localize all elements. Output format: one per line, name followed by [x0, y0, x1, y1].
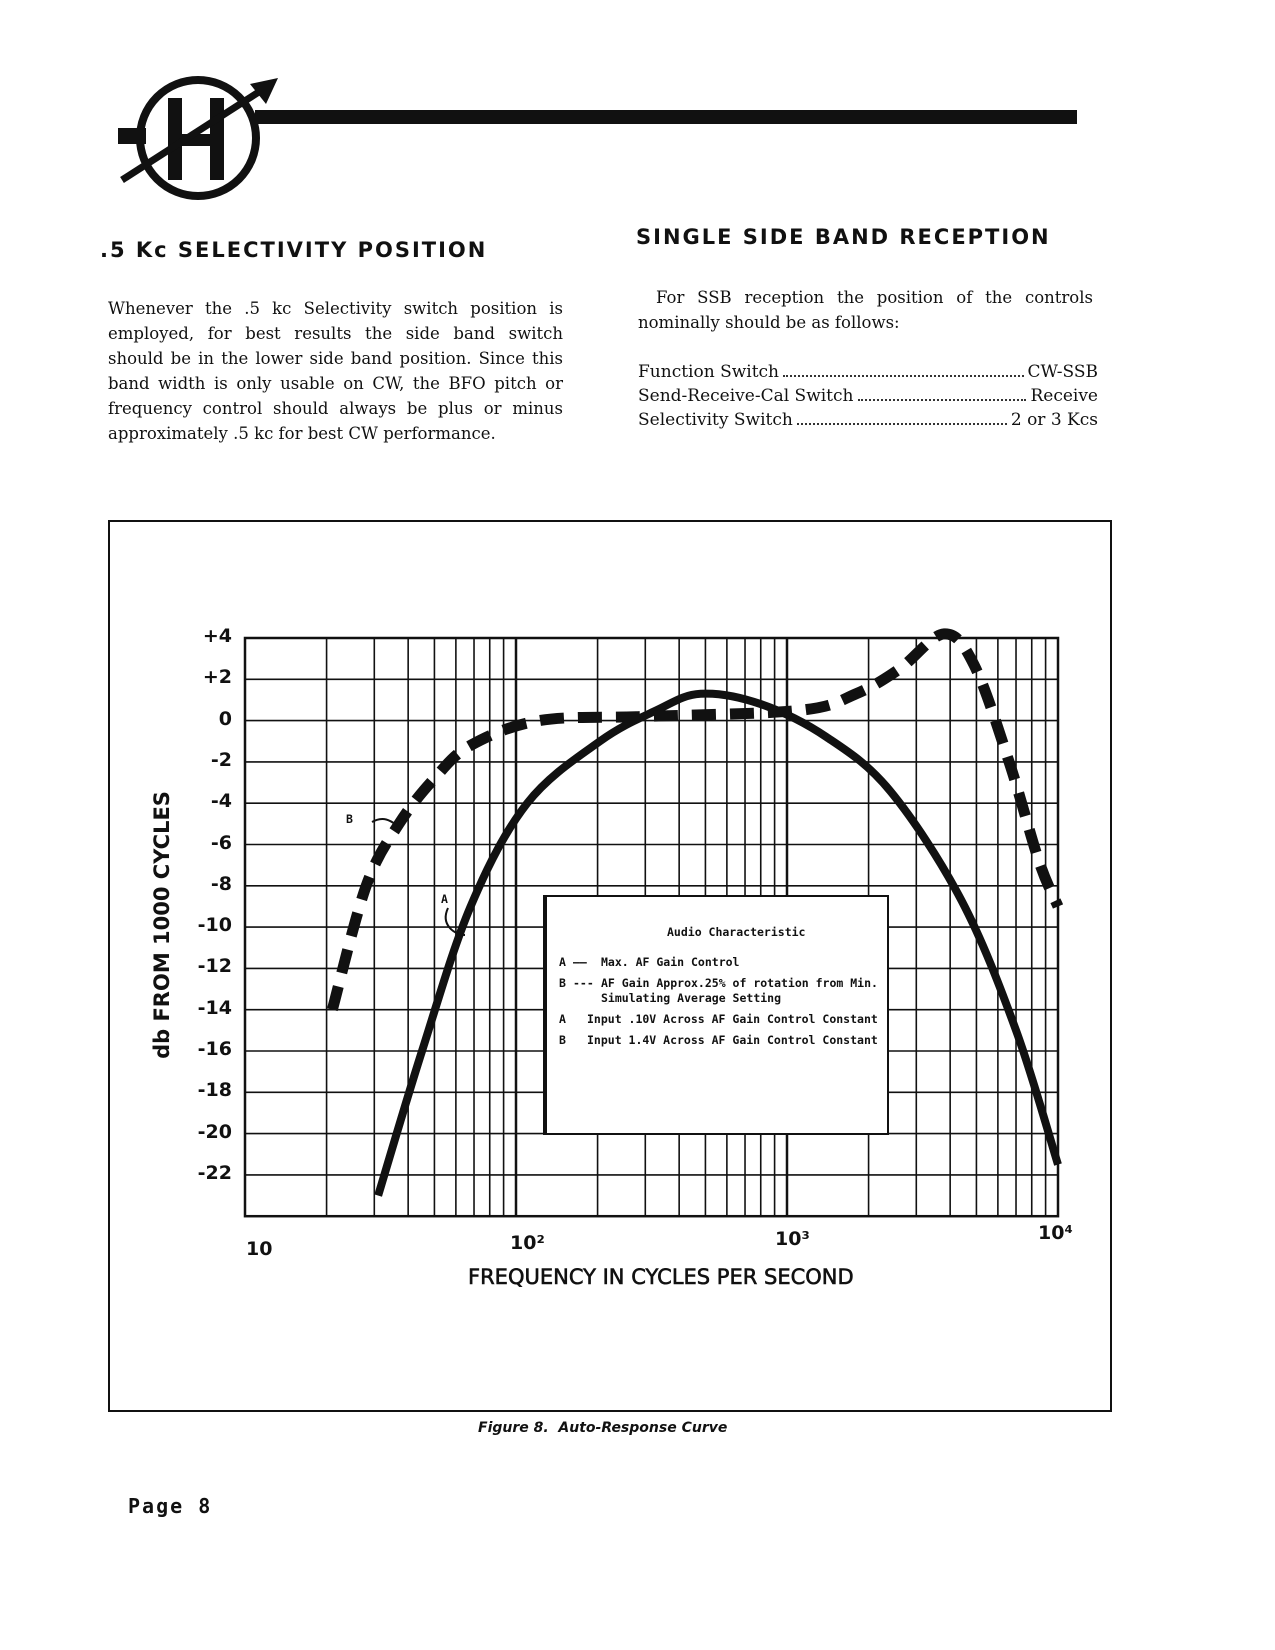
y-tick-label: +4	[202, 625, 232, 647]
y-tick-label: -14	[197, 996, 232, 1019]
legend-entry	[559, 1033, 879, 1048]
x-tick-label: 10²	[510, 1232, 545, 1254]
legend-symbol: ---	[573, 976, 594, 990]
y-tick-label: -8	[210, 872, 232, 895]
y-tick-label: -4	[210, 790, 232, 813]
y-tick-label: +2	[202, 666, 232, 689]
setting-label: Function Switch	[638, 362, 780, 382]
x-tick-label: 10⁴	[1038, 1222, 1073, 1244]
section-body-ssb: For SSB reception the position of the controls nominally should be as follows:	[638, 288, 1093, 332]
y-tick-label: 0	[218, 707, 232, 730]
section-body-selectivity: Whenever the .5 kc Selectivity switch position is employed, for best results the side band switch should be in the lower side band position. Since this band width is only usable on CW, the BFO pitch or frequency control should always be plus or minus approximately .5 kc for best CW performance.	[108, 299, 563, 443]
legend-key: B	[559, 976, 566, 990]
setting-value: 2 or 3 Kcs	[1010, 410, 1098, 430]
setting-label: Selectivity Switch	[638, 410, 793, 430]
legend-text: AF Gain Approx.25% of rotation from Min. Simulating Average Setting	[601, 976, 878, 1005]
curve-label-b: B	[346, 812, 353, 826]
setting-value: CW-SSB	[1027, 362, 1098, 382]
legend-entries	[559, 955, 879, 1048]
y-tick-label: -16	[197, 1038, 232, 1060]
x-tick-label: 10³	[775, 1228, 810, 1250]
y-tick-label: -10	[197, 914, 232, 937]
section-title-ssb: SINGLE SIDE BAND RECEPTION	[636, 225, 1051, 249]
figure-caption: Figure 8. Auto-Response Curve	[478, 1420, 728, 1436]
y-tick-label: -12	[197, 955, 232, 978]
y-tick-label: -20	[197, 1120, 232, 1143]
legend-entry	[559, 1012, 879, 1027]
setting-value: Receive	[1030, 386, 1098, 406]
legend-text: Input 1.4V Across AF Gain Control Constant	[587, 1033, 878, 1047]
legend-key: B	[559, 1033, 566, 1047]
y-tick-label: -22	[197, 1161, 232, 1184]
legend-entry	[559, 955, 879, 970]
legend-symbol: ——	[573, 955, 587, 969]
curve-label-a: A	[441, 892, 448, 906]
legend-key: A	[559, 1012, 566, 1026]
page-number: Page 8	[128, 1494, 213, 1518]
y-tick-label: -2	[210, 748, 232, 771]
y-tick-label: -6	[210, 831, 232, 854]
section-title-selectivity: .5 Kc SELECTIVITY POSITION	[100, 238, 488, 262]
y-axis-label: db FROM 1000 CYCLES	[150, 791, 174, 1059]
x-axis-label: FREQUENCY IN CYCLES PER SECOND	[468, 1265, 854, 1289]
chart-legend	[543, 895, 889, 1135]
legend-text: Input .10V Across AF Gain Control Constant	[587, 1012, 878, 1026]
setting-label: Send-Receive-Cal Switch	[638, 386, 854, 406]
legend-entry	[559, 976, 879, 1006]
legend-text: Max. AF Gain Control	[601, 955, 740, 969]
legend-title: Audio Characteristic	[667, 925, 806, 939]
y-tick-label: -18	[197, 1079, 232, 1102]
x-tick-label: 10	[246, 1238, 273, 1260]
legend-key: A	[559, 955, 566, 969]
